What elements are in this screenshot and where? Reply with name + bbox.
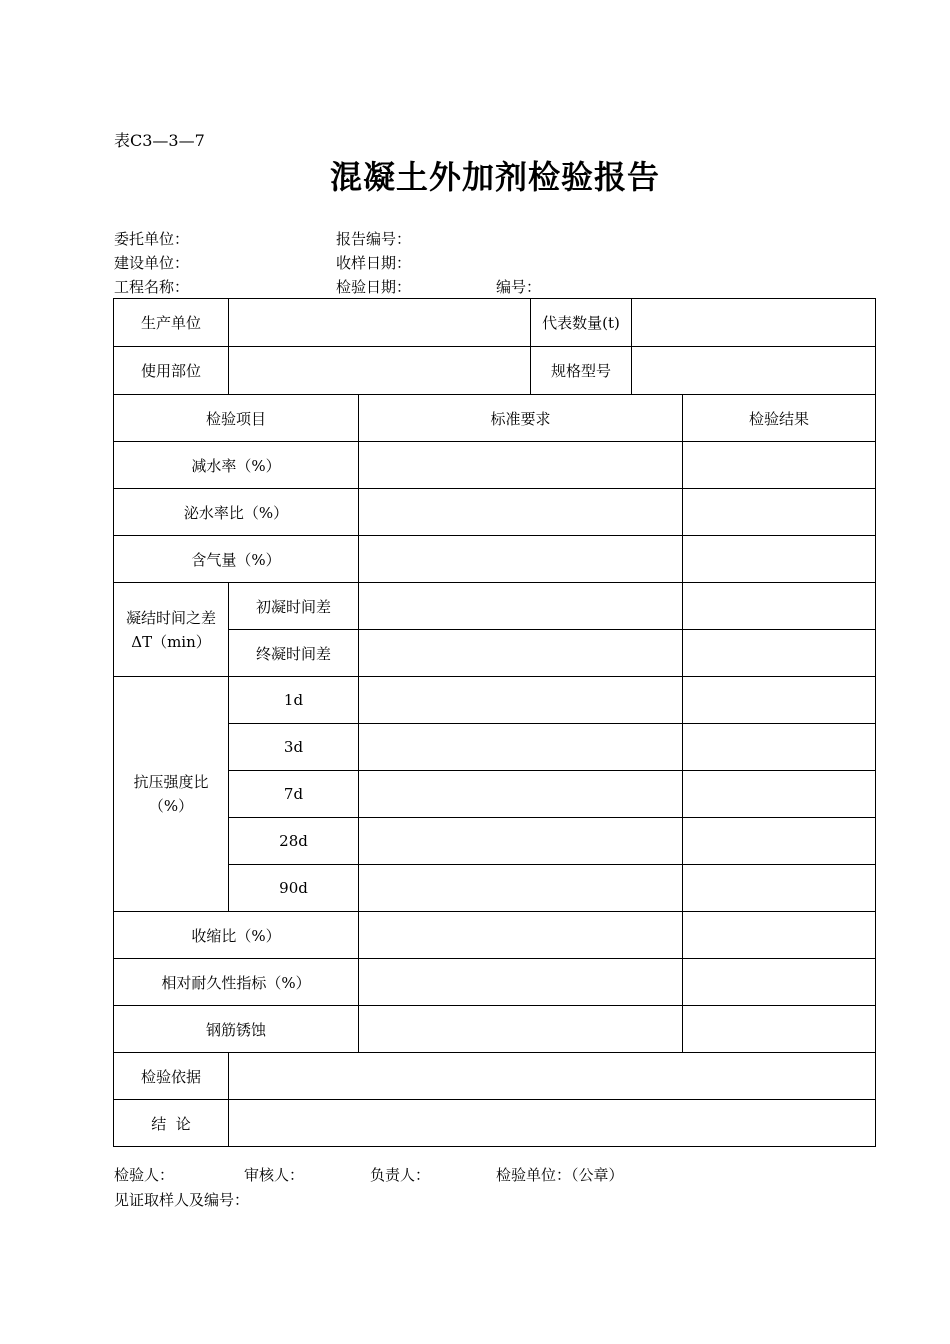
table-row (114, 959, 876, 1006)
table-row (114, 536, 876, 583)
report-no-label: 报告编号： (336, 230, 412, 248)
standard-cell (359, 818, 683, 865)
header-standard: 标准要求 (359, 395, 683, 442)
bleeding-ratio-label: 泌水率比（%） (114, 489, 359, 536)
water-reduction-label: 减水率（%） (114, 442, 359, 489)
conclusion-value (229, 1100, 876, 1147)
standard-cell (359, 959, 683, 1006)
table-row (114, 347, 876, 395)
result-cell (683, 912, 876, 959)
quantity-label: 代表数量(t) (531, 299, 632, 347)
result-cell (683, 677, 876, 724)
standard-cell (359, 865, 683, 912)
table-row (114, 1006, 876, 1053)
result-cell (683, 818, 876, 865)
standard-cell (359, 583, 683, 630)
age-label: 28d (229, 818, 359, 865)
age-label: 1d (229, 677, 359, 724)
witness-label: 见证取样人及编号： (114, 1191, 250, 1209)
result-cell (683, 771, 876, 818)
air-content-label: 含气量（%） (114, 536, 359, 583)
standard-cell (359, 771, 683, 818)
standard-cell (359, 442, 683, 489)
table-row (114, 818, 876, 865)
producer-value (229, 299, 531, 347)
header-item: 检验项目 (114, 395, 359, 442)
table-row (114, 1053, 876, 1100)
result-cell (683, 489, 876, 536)
result-cell (683, 630, 876, 677)
spec-value (632, 347, 876, 395)
table-row (114, 912, 876, 959)
initial-setting-label: 初凝时间差 (229, 583, 359, 630)
table-row (114, 442, 876, 489)
table-row (114, 724, 876, 771)
standard-cell (359, 724, 683, 771)
standard-cell (359, 536, 683, 583)
result-cell (683, 959, 876, 1006)
quantity-value (632, 299, 876, 347)
header-result: 检验结果 (683, 395, 876, 442)
usage-label: 使用部位 (114, 347, 229, 395)
table-row (114, 489, 876, 536)
producer-label: 生产单位 (114, 299, 229, 347)
table-header-row (114, 395, 876, 442)
basis-value (229, 1053, 876, 1100)
standard-cell (359, 677, 683, 724)
age-label: 90d (229, 865, 359, 912)
result-cell (683, 1006, 876, 1053)
standard-cell (359, 1006, 683, 1053)
result-cell (683, 724, 876, 771)
result-cell (683, 865, 876, 912)
standard-cell (359, 489, 683, 536)
construction-label: 建设单位： (114, 254, 190, 272)
info-table (113, 298, 876, 395)
result-cell (683, 536, 876, 583)
result-cell (683, 442, 876, 489)
strength-group-label: 抗压强度比（%） (114, 677, 229, 912)
spec-label: 规格型号 (531, 347, 632, 395)
age-label: 3d (229, 724, 359, 771)
test-date-label: 检验日期： (336, 278, 412, 296)
unit-label: 检验单位：（公章） (496, 1166, 624, 1184)
conclusion-label: 结 论 (114, 1100, 229, 1147)
client-label: 委托单位： (114, 230, 190, 248)
form-code: 表C3—3—7 (114, 131, 205, 150)
reviewer-label: 审核人： (244, 1166, 305, 1184)
table-row (114, 630, 876, 677)
table-row (114, 583, 876, 630)
page-title: 混凝土外加剂检验报告 (329, 158, 660, 196)
final-setting-label: 终凝时间差 (229, 630, 359, 677)
inspector-label: 检验人： (114, 1166, 175, 1184)
standard-cell (359, 630, 683, 677)
durability-label: 相对耐久性指标（%） (114, 959, 359, 1006)
setting-time-group-label: 凝结时间之差 ΔT（min） (114, 583, 229, 677)
age-label: 7d (229, 771, 359, 818)
table-row (114, 1100, 876, 1147)
sample-date-label: 收样日期： (336, 254, 412, 272)
table-row (114, 771, 876, 818)
result-cell (683, 583, 876, 630)
responsible-label: 负责人： (370, 1166, 431, 1184)
table-row (114, 677, 876, 724)
basis-label: 检验依据 (114, 1053, 229, 1100)
rebar-corrosion-label: 钢筋锈蚀 (114, 1006, 359, 1053)
table-row (114, 299, 876, 347)
table-row (114, 865, 876, 912)
test-table (113, 394, 876, 1147)
standard-cell (359, 912, 683, 959)
serial-label: 编号： (496, 278, 542, 296)
project-label: 工程名称： (114, 278, 190, 296)
usage-value (229, 347, 531, 395)
shrinkage-label: 收缩比（%） (114, 912, 359, 959)
